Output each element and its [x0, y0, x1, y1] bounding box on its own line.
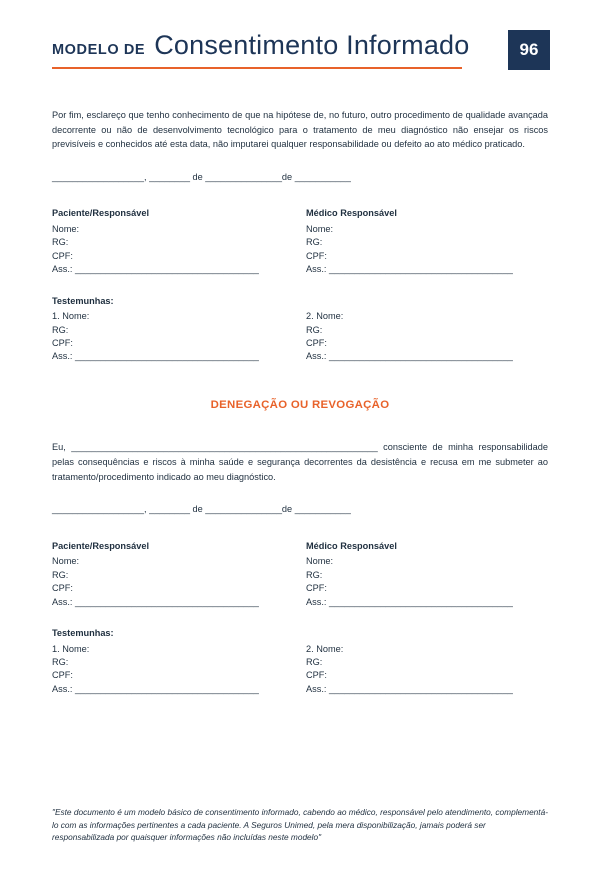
- doctor-cpf-line-2: CPF:: [306, 583, 327, 594]
- witness-block-1: [52, 294, 548, 364]
- doctor-rg-line: RG:: [306, 237, 323, 248]
- witness3-name-line: 1. Nome:: [52, 643, 90, 654]
- intro-paragraph: Por fim, esclareço que tenho conhecimento de que na hipótese de, no futuro, outro procedimento de qualidade avançada decorrente ou não de desenvolvimento tecnológico para o tratamento de meu diagnóstico não ensejar os riscos previsíveis e conhecidos até esta data, não imputarei qualquer responsabilidade ou defeito ao ato médico praticado.: [52, 110, 548, 150]
- witness2-rg-line: RG:: [306, 324, 323, 335]
- document-page: [0, 30, 600, 878]
- page-header: [52, 30, 548, 82]
- witness-4: [300, 643, 548, 697]
- page-title: [52, 30, 548, 61]
- witness1-rg-line: RG:: [52, 324, 69, 335]
- witness-1: [52, 310, 300, 364]
- patient-rg-line: RG:: [52, 237, 69, 248]
- witness-title-2: Testemunhas:: [52, 628, 114, 638]
- revocation-paragraph: Eu, ____________________________________________________________ consciente de minha responsabilidade pelas consequências e riscos à minha saúde e segurança decorrentes da desistência e recusa em me submeter ao tratamento/procedimento indicado ao meu diagnóstico.: [52, 442, 548, 482]
- witness1-cpf-line: CPF:: [52, 338, 73, 348]
- signature-block-1: [52, 206, 548, 276]
- witness3-signature-line: Ass.: ____________________________________: [52, 683, 259, 694]
- doctor-signature-line-2: Ass.: ____________________________________: [306, 596, 513, 607]
- witness-title: Testemunhas:: [52, 295, 114, 306]
- witness-block-2: [52, 626, 548, 696]
- doctor-heading-2: Médico Responsável: [306, 540, 397, 551]
- patient-cpf-line: CPF:: [52, 250, 73, 261]
- patient-heading: Paciente/Responsável: [52, 208, 150, 219]
- patient-cpf-line-2: CPF:: [52, 583, 73, 594]
- doctor-heading: Médico Responsável: [306, 208, 397, 219]
- witness4-signature-line: Ass.: ____________________________________: [306, 683, 513, 694]
- page-number-badge: 96: [508, 30, 550, 70]
- doctor-signature-1: [300, 206, 548, 276]
- witness3-cpf-line: CPF:: [52, 670, 73, 681]
- patient-rg-line-2: RG:: [52, 569, 69, 580]
- witness-2: [300, 310, 548, 364]
- witness1-signature-line: Ass.: ____________________________________: [52, 351, 259, 362]
- patient-signature-1: [52, 206, 300, 276]
- patient-name-line-2: Nome:: [52, 556, 80, 567]
- patient-name-line: Nome:: [52, 223, 80, 234]
- header-divider: [52, 67, 462, 69]
- witness2-signature-line: Ass.: ____________________________________: [306, 351, 513, 362]
- witness1-name-line: 1. Nome:: [52, 311, 90, 322]
- document-body: [52, 82, 548, 696]
- witness-3: [52, 643, 300, 697]
- doctor-rg-line-2: RG:: [306, 569, 323, 580]
- title-main: Consentimento Informado: [154, 30, 470, 60]
- doctor-name-line: Nome:: [306, 223, 334, 234]
- footer-note: "Este documento é um modelo básico de consentimento informado, cabendo ao médico, responsável pelo atendimento, complementá-lo com as informações pertinentes a cada paciente. A Seguros Unimed, pela mera disponibilização, jamais poderá ser responsabilizada por quaisquer informações não incluídas neste modelo": [52, 807, 548, 843]
- witness4-rg-line: RG:: [306, 657, 323, 667]
- witness2-name-line: 2. Nome:: [306, 311, 344, 322]
- doctor-signature-line: Ass.: ____________________________________: [306, 264, 513, 275]
- doctor-signature-2: [300, 539, 548, 609]
- doctor-name-line-2: Nome:: [306, 556, 334, 567]
- witness4-name-line: 2. Nome:: [306, 643, 344, 654]
- patient-signature-line: Ass.: ____________________________________: [52, 264, 259, 275]
- date-line-2: __________________, ________ de _______________de ___________: [52, 504, 351, 515]
- patient-signature-line-2: Ass.: ____________________________________: [52, 596, 259, 607]
- title-prefix: MODELO DE: [52, 42, 146, 58]
- patient-signature-2: [52, 539, 300, 609]
- witness4-cpf-line: CPF:: [306, 670, 327, 681]
- date-line-1: __________________, ________ de _______________de ___________: [52, 171, 351, 182]
- witness2-cpf-line: CPF:: [306, 338, 327, 348]
- doctor-cpf-line: CPF:: [306, 250, 327, 261]
- section-title-revocation: DENEGAÇÃO OU REVOGAÇÃO: [210, 398, 390, 411]
- patient-heading-2: Paciente/Responsável: [52, 540, 150, 551]
- signature-block-2: [52, 539, 548, 609]
- witness3-rg-line: RG:: [52, 657, 69, 667]
